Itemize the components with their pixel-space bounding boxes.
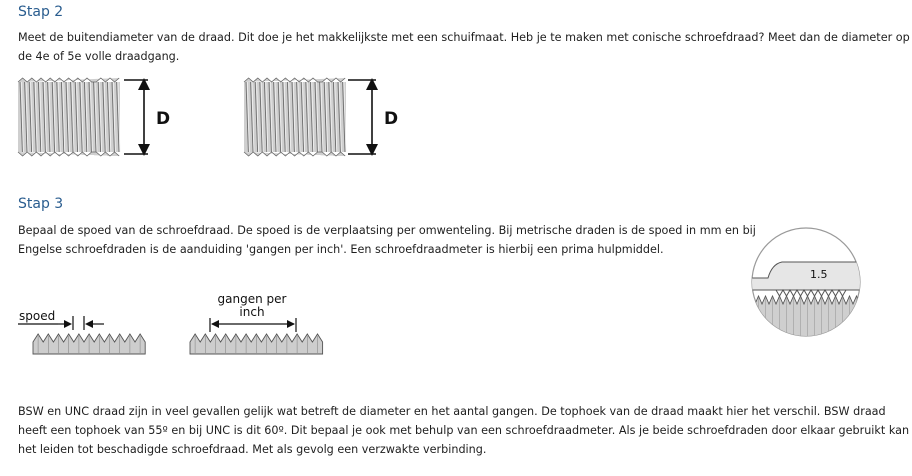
stap3-line-1: Bepaal de spoed van de schroefdraad. De spoed is de verplaatsing per omwenteling. Bij metrische draden is de spoed in mm en bij (18, 224, 756, 237)
footer-text (18, 402, 909, 459)
spoed-label: spoed (19, 309, 56, 323)
footer-line-2: heeft een tophoek van 55º en bij UNC is dit 60º. Dit bepaal je ook met behulp van een schroefdraadmeter. Als je beide schroefdraden door elkaar gebruikt kan (18, 424, 910, 437)
gangen-label-line2: inch (239, 305, 265, 319)
gauge-pitch-label: 1.5 (810, 268, 828, 281)
thread-diameter-diagram-left (18, 72, 198, 162)
stap3-text (18, 221, 756, 259)
spoed-diagram (18, 300, 158, 360)
thread-profile-spoed (33, 334, 145, 354)
diameter-label-left: D (156, 109, 171, 129)
thread-gauge-illustration (748, 220, 868, 340)
stap2-text (18, 28, 910, 66)
footer-line-3: het leiden tot beschadigde schroefdraad. Met als gevolg een verzwakte verbinding. (18, 443, 487, 456)
gangen-label-line1: gangen per (217, 292, 287, 306)
threaded-rod-right (244, 78, 346, 156)
gangen-arrows (210, 318, 296, 332)
footer-line-1: BSW en UNC draad zijn in veel gevallen gelijk wat betreft de diameter en het aantal gangen. De tophoek van de draad maakt hier het verschil. BSW draad (18, 405, 886, 418)
thread-diameter-diagram-right (244, 72, 424, 162)
gangen-per-inch-diagram (188, 290, 338, 360)
diameter-arrow-left (124, 78, 150, 156)
gauge-threads (748, 296, 868, 340)
stap3-heading: Stap 3 (18, 196, 64, 212)
stap2-line-2: de 4e of 5e volle draadgang. (18, 50, 180, 63)
stap2-heading: Stap 2 (18, 4, 64, 20)
stap2-line-1: Meet de buitendiameter van de draad. Dit doe je het makkelijkste met een schuifmaat. Heb je te maken met conische schroefdraad? Meet dan de diameter op (18, 31, 910, 44)
diameter-label-right: D (384, 109, 399, 129)
threaded-rod-left (18, 78, 120, 156)
stap3-line-2: Engelse schroefdraden is de aanduiding 'gangen per inch'. Een schroefdraadmeter is hierbij een prima hulpmiddel. (18, 243, 664, 256)
thread-profile-gangen (190, 334, 323, 354)
diameter-arrow-right (348, 78, 378, 156)
